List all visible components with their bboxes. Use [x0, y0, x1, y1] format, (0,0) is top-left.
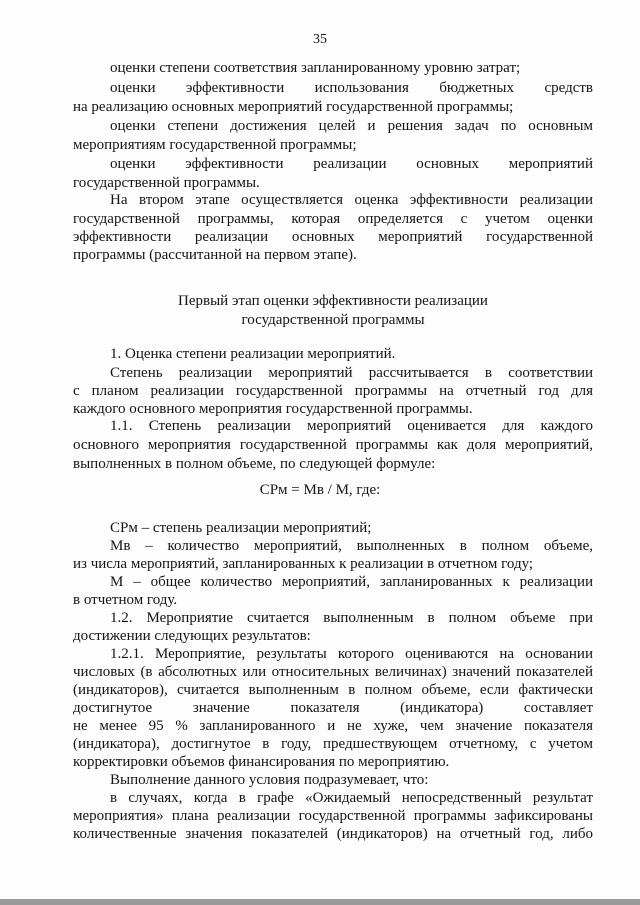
text-line: оценки эффективности реализации основных мероприятий: [110, 156, 593, 172]
text-line: количественные значения показателей (индикаторов) на отчетный год, либо: [73, 826, 593, 842]
text-line: государственной программы.: [73, 175, 260, 191]
scan-bottom-edge: [0, 899, 640, 905]
text-line: мероприятиям государственной программы;: [73, 137, 357, 153]
text-line: оценки степени достижения целей и решения задач по основным: [110, 118, 593, 134]
text-line: мероприятия» плана реализации государственной программы зафиксированы: [73, 808, 593, 824]
text-line: М – общее количество мероприятий, запланированных к реализации: [110, 574, 593, 590]
text-line: выполненных в полном объеме, по следующей формуле:: [73, 456, 436, 472]
text-line: На втором этапе осуществляется оценка эффективности реализации: [110, 192, 593, 208]
section-heading: государственной программы: [241, 312, 425, 328]
page-number: 35: [313, 32, 327, 47]
text-line: из числа мероприятий, запланированных к реализации в отчетном году;: [73, 556, 534, 572]
text-line: каждого основного мероприятия государственной программы.: [73, 401, 473, 417]
text-line: с планом реализации государственной программы на отчетный год для: [73, 383, 593, 399]
text-line: СРм – степень реализации мероприятий;: [110, 520, 372, 536]
text-line: корректировки объемов финансирования по мероприятию.: [73, 754, 450, 770]
text-line: на реализацию основных мероприятий государственной программы;: [73, 99, 514, 115]
text-line: 1.2. Мероприятие считается выполненным в полном объеме при: [110, 610, 593, 626]
text-line: Степень реализации мероприятий рассчитывается в соответствии: [110, 365, 593, 381]
formula: СРм = Мв / М, где:: [259, 482, 381, 498]
text-line: не менее 95 % запланированного и не хуже, чем значение показателя: [73, 718, 593, 734]
text-line: основного мероприятия государственной программы как доля мероприятий,: [73, 437, 593, 453]
section-heading: Первый этап оценки эффективности реализации: [178, 293, 488, 309]
text-line: в отчетном году.: [73, 592, 178, 608]
subsection-heading: 1. Оценка степени реализации мероприятий.: [110, 346, 396, 362]
text-line: оценки эффективности использования бюджетных средств: [110, 80, 593, 96]
text-line: 1.1. Степень реализации мероприятий оценивается для каждого: [110, 418, 593, 434]
text-line: Мв – количество мероприятий, выполненных в полном объеме,: [110, 538, 593, 554]
text-line: оценки степени соответствия запланированному уровню затрат;: [110, 60, 521, 76]
text-line: достижении следующих результатов:: [73, 628, 311, 644]
text-line: (индикаторов), считается выполненным в полном объеме, если фактически: [73, 682, 593, 698]
text-line: программы (рассчитанной на первом этапе).: [73, 247, 357, 263]
text-line: числовых (в абсолютных или относительных величинах) значений показателей: [73, 664, 593, 680]
text-line: 1.2.1. Мероприятие, результаты которого оцениваются на основании: [110, 646, 593, 662]
text-line: достигнутое значение показателя (индикатора) составляет: [73, 700, 593, 716]
text-line: Выполнение данного условия подразумевает, что:: [110, 772, 429, 788]
text-line: (индикатора), достигнутое в году, предшествующем отчетному, с учетом: [73, 736, 593, 752]
text-line: эффективности реализации основных мероприятий государственной: [73, 229, 593, 245]
text-line: государственной программы, которая определяется с учетом оценки: [73, 211, 593, 227]
text-line: в случаях, когда в графе «Ожидаемый непосредственный результат: [110, 790, 593, 806]
